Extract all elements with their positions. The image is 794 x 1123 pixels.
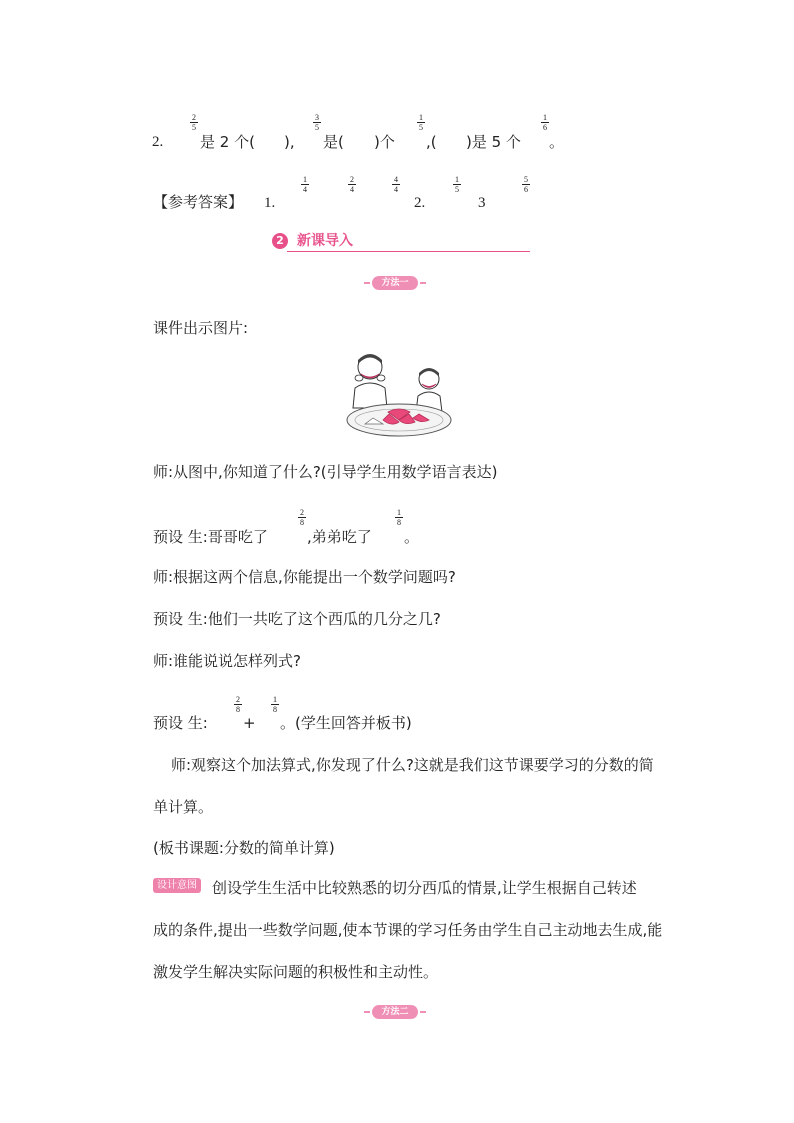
paragraph: 。(学生回答并板书) <box>280 714 412 732</box>
question-text: )是 5 个 <box>466 133 521 151</box>
fraction: 1 8 <box>397 508 401 527</box>
paragraph: 预设 生: <box>153 714 208 732</box>
paragraph: 预设 生:他们一共吃了这个西瓜的几分之几? <box>153 610 441 628</box>
paragraph: 单计算。 <box>153 798 214 816</box>
paragraph: 师:谁能说说怎样列式? <box>153 652 302 670</box>
fraction: 5 6 <box>524 175 528 194</box>
plus-sign: + <box>243 714 256 732</box>
section-number-badge: 2 <box>272 233 288 249</box>
fraction: 1 4 <box>303 175 307 194</box>
fraction: 1 6 <box>543 113 547 132</box>
paragraph: 师:根据这两个信息,你能提出一个数学问题吗? <box>153 568 456 586</box>
method-one-label: 方法一 <box>372 276 418 290</box>
fraction: 1 5 <box>455 175 459 194</box>
fraction: 2 8 <box>236 695 240 714</box>
fraction: 1 8 <box>273 695 277 714</box>
fraction: 4 4 <box>394 175 398 194</box>
question-text: ,( <box>426 133 437 151</box>
paragraph: 激发学生解决实际问题的积极性和主动性。 <box>153 963 439 981</box>
paragraph: 。 <box>404 528 420 546</box>
paragraph: 成的条件,提出一些数学问题,使本节课的学习任务由学生自己主动地去生成,能 <box>153 921 663 939</box>
design-intent-tag: 设计意图 <box>153 878 201 893</box>
question-text: 是( <box>323 133 344 151</box>
answer-label: 【参考答案】 <box>153 193 244 211</box>
answer-value: 3 <box>478 195 486 211</box>
paragraph: 预设 生:哥哥吃了 <box>153 528 268 546</box>
question-text: 是 2 个( <box>200 133 255 151</box>
paragraph: 师:观察这个加法算式,你发现了什么?这就是我们这节课要学习的分数的简 <box>171 756 654 774</box>
question-number: 2. <box>152 134 164 150</box>
question-text: ), <box>284 133 295 151</box>
paragraph: ,弟弟吃了 <box>307 528 372 546</box>
question-text: )个 <box>374 133 395 151</box>
question-text: 。 <box>549 133 565 151</box>
watermelon-illustration <box>343 350 455 440</box>
fraction: 2 5 <box>192 113 196 132</box>
fraction: 2 8 <box>300 508 304 527</box>
section-title: 新课导入 <box>297 233 353 249</box>
fraction: 1 5 <box>419 113 423 132</box>
paragraph: 师:从图中,你知道了什么?(引导学生用数学语言表达) <box>153 463 498 481</box>
section-underline <box>287 251 530 252</box>
paragraph: 课件出示图片: <box>153 319 249 337</box>
answer-number: 1. <box>264 195 276 211</box>
fraction: 3 5 <box>315 113 319 132</box>
method-two-label: 方法二 <box>372 1005 418 1019</box>
paragraph: 创设学生生活中比较熟悉的切分西瓜的情景,让学生根据自己转述 <box>212 879 637 897</box>
fraction: 2 4 <box>350 175 354 194</box>
answer-number: 2. <box>414 195 426 211</box>
paragraph: (板书课题:分数的简单计算) <box>153 839 335 857</box>
